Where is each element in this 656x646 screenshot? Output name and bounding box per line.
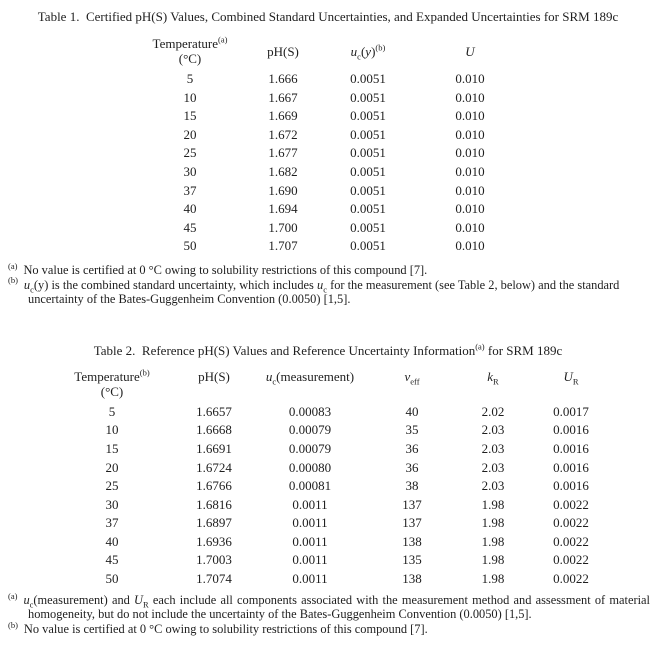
table-cell: 0.0022 xyxy=(553,533,589,549)
table-cell: 1.677 xyxy=(268,145,298,161)
table-cell: 0.0051 xyxy=(350,238,386,254)
table2-footnotes xyxy=(8,590,650,637)
table-cell: 1.669 xyxy=(268,108,298,124)
table-cell: 0.0051 xyxy=(350,126,386,142)
table-cell: 0.0016 xyxy=(553,422,589,438)
table-cell: 5 xyxy=(186,71,194,86)
table-cell: 0.010 xyxy=(455,71,485,86)
table-cell: 0.0011 xyxy=(292,552,328,568)
table-cell: 138 xyxy=(402,571,422,587)
table2-footnote-a: $^{(a)}$ $u_c(measurement)$ and $U_R$ each include all components associated with the measurement method and assessment of material homogeneity, but do not include the uncertainty of the Bates-Guggenheim Convention (0.0050) [1,5]. xyxy=(8,590,650,622)
table-cell: 0.0022 xyxy=(553,496,589,512)
temperature-footnote-marker: (b) xyxy=(139,367,150,378)
table-cell: 0.010 xyxy=(455,219,485,235)
table-cell: 1.6897 xyxy=(196,515,232,531)
footnote-b-text: No value is certified at 0 °C owing to solubility restrictions of this compound [7]. xyxy=(23,621,428,636)
table-cell: 25 xyxy=(183,145,197,161)
table-row xyxy=(133,126,523,145)
column-header-temperature xyxy=(46,369,178,403)
footnote-b-text-1: (y) is the combined standard uncertainty, which includes xyxy=(33,277,317,292)
table-cell: 2.03 xyxy=(481,459,505,475)
table-cell: 1.98 xyxy=(481,496,505,512)
table-cell: 0.00079 xyxy=(288,440,332,456)
table-cell: 0.0011 xyxy=(292,533,328,549)
table-row xyxy=(46,551,610,570)
table-cell: 10 xyxy=(105,422,119,438)
table-cell: 1.707 xyxy=(268,238,298,254)
table-cell: 0.0051 xyxy=(350,145,386,161)
temperature-footnote-marker: (a) xyxy=(218,34,228,45)
table-cell: 0.0011 xyxy=(292,515,328,531)
column-header-ph: pH(S) xyxy=(198,368,230,384)
temperature-label: Temperature$^{(a)}$ xyxy=(152,34,228,51)
title-footnote-marker: (a) xyxy=(475,341,485,352)
table2-title: Table 2. Reference pH(S) Values and Reference Uncertainty Information$^{(a)}$ for SRM 189c xyxy=(93,341,563,358)
table-cell: 20 xyxy=(105,459,119,475)
table-cell: 1.98 xyxy=(481,533,505,549)
column-header-uc: $u_c(y)^{(b)}$ xyxy=(350,42,386,62)
table-row xyxy=(46,533,610,552)
table1-body xyxy=(133,70,523,256)
table-cell: 40 xyxy=(405,403,419,419)
column-header-u: U xyxy=(465,43,475,59)
table1-footnote-a xyxy=(8,260,650,278)
table-row xyxy=(46,477,610,496)
table-cell: 0.010 xyxy=(455,108,485,124)
table-cell: 15 xyxy=(183,108,197,124)
table-cell: 1.700 xyxy=(268,219,298,235)
table-cell: 1.6816 xyxy=(196,496,232,512)
table-cell: 0.00081 xyxy=(288,478,332,494)
table-cell: 0.0016 xyxy=(553,478,589,494)
table-row xyxy=(46,459,610,478)
table-cell: 1.690 xyxy=(268,182,298,198)
footnote-a-text: No value is certified at 0 °C owing to solubility restrictions of this compound [7]. xyxy=(23,262,428,277)
table-cell: 1.6657 xyxy=(196,403,232,419)
table1-title: Table 1. Certified pH(S) Values, Combined Standard Uncertainties, and Expanded Uncertainties for SRM 189c xyxy=(37,9,619,24)
table-cell: 0.00079 xyxy=(288,422,332,438)
table-cell: 36 xyxy=(405,459,419,475)
table-cell: 0.0051 xyxy=(350,163,386,179)
table-cell: 1.7003 xyxy=(196,552,232,568)
table-cell: 0.010 xyxy=(455,182,485,198)
footnote-b-marker: (b) xyxy=(8,619,18,630)
table-cell: 0.0016 xyxy=(553,459,589,475)
table-cell: 30 xyxy=(183,163,197,179)
table-row xyxy=(133,219,523,238)
table-cell: 38 xyxy=(405,478,419,494)
table-cell: 137 xyxy=(402,496,422,512)
table-cell: 10 xyxy=(183,89,197,105)
temperature-unit: (°C) xyxy=(100,383,124,399)
table-cell: 137 xyxy=(402,515,422,531)
table-cell: 37 xyxy=(105,515,119,531)
table-cell: 25 xyxy=(105,478,119,494)
table-cell: 0.0022 xyxy=(553,552,589,568)
table-cell: 0.0051 xyxy=(350,89,386,105)
table-cell: 1.98 xyxy=(481,571,505,587)
table-cell: 15 xyxy=(105,440,119,456)
table-cell: 0.0051 xyxy=(350,201,386,217)
table-cell: 40 xyxy=(105,533,119,549)
table-cell: 5 xyxy=(108,403,116,419)
footnote-a-text-1: (measurement) and xyxy=(33,592,135,607)
column-header-ur: $U_R$ xyxy=(563,368,579,387)
table-cell: 0.010 xyxy=(455,238,485,254)
table-cell: 2.03 xyxy=(481,440,505,456)
table1-footnote-b: $^{(b)}$ $u_c(y)$ is the combined standard uncertainty, which includes $u_c$ for the measurement (see Table 2, below) and the standard uncertainty of the Bates-Guggenheim Convention (0.0050) [1,5]. xyxy=(8,275,620,307)
table-cell: 0.010 xyxy=(455,89,485,105)
table-row xyxy=(133,200,523,219)
table2-header-row xyxy=(46,369,610,403)
table-cell: 138 xyxy=(402,533,422,549)
table-cell: 0.00080 xyxy=(288,459,332,475)
table-row xyxy=(46,421,610,440)
column-header-kr: $k_R$ xyxy=(487,368,499,387)
table-row xyxy=(133,182,523,201)
table-row xyxy=(133,237,523,256)
table-row xyxy=(133,70,523,89)
table1-header-row xyxy=(133,36,523,70)
table-cell: 0.0017 xyxy=(553,403,589,419)
table-cell: 40 xyxy=(183,201,197,217)
table-cell: 135 xyxy=(402,552,422,568)
table-cell: 50 xyxy=(183,238,197,254)
column-header-temperature xyxy=(133,36,247,70)
column-header-uc-measurement: $u_c(measurement)$ xyxy=(265,368,355,387)
table-cell: 35 xyxy=(405,422,419,438)
table-cell: 0.0051 xyxy=(350,182,386,198)
table-cell: 36 xyxy=(405,440,419,456)
table-cell: 1.98 xyxy=(481,552,505,568)
table2-footnote-b xyxy=(8,619,650,637)
temperature-label: Temperature$^{(b)}$ xyxy=(74,367,150,384)
footnote-b-marker: (b) xyxy=(8,275,18,286)
table-cell: 37 xyxy=(183,182,197,198)
table-cell: 0.0022 xyxy=(553,515,589,531)
table-cell: 1.666 xyxy=(268,71,298,86)
table1-footnotes xyxy=(8,260,650,307)
table-row xyxy=(133,89,523,108)
table-cell: 0.0051 xyxy=(350,108,386,124)
table-cell: 0.00083 xyxy=(288,403,332,419)
table1-header xyxy=(133,36,523,70)
table2-body xyxy=(46,403,610,589)
table-cell: 1.6766 xyxy=(196,478,232,494)
table-cell: 1.672 xyxy=(268,126,298,142)
table-cell: 1.6691 xyxy=(196,440,232,456)
table2-header xyxy=(46,369,610,403)
table-cell: 1.6936 xyxy=(196,533,232,549)
table-cell: 0.010 xyxy=(455,126,485,142)
table-cell: 1.98 xyxy=(481,515,505,531)
table-cell: 45 xyxy=(183,219,197,235)
table2 xyxy=(46,369,610,589)
column-header-veff: $v_{eff}$ xyxy=(404,368,420,387)
table-cell: 1.7074 xyxy=(196,571,232,587)
table-cell: 45 xyxy=(105,552,119,568)
footnote-b-text-2: for the measurement (see Table 2, below) and the standard uncertainty of the Bates-Guggenheim Convention (0.0050) [1,5]. xyxy=(28,277,620,307)
table-row xyxy=(133,144,523,163)
uc-footnote-marker: (b) xyxy=(375,42,386,53)
table-cell: 0.0011 xyxy=(292,496,328,512)
table-cell: 2.02 xyxy=(481,403,505,419)
table-cell: 50 xyxy=(105,571,119,587)
table-cell: 1.6724 xyxy=(196,459,232,475)
table-cell: 0.010 xyxy=(455,201,485,217)
table-cell: 0.0022 xyxy=(553,571,589,587)
footnote-a-marker: (a) xyxy=(8,590,18,601)
table1 xyxy=(133,36,523,256)
table-cell: 1.682 xyxy=(268,163,298,179)
column-header-ph: pH(S) xyxy=(267,43,299,59)
table-cell: 2.03 xyxy=(481,478,505,494)
table-row xyxy=(133,107,523,126)
table-cell: 0.0051 xyxy=(350,71,386,86)
table-cell: 0.0051 xyxy=(350,219,386,235)
table-cell: 0.010 xyxy=(455,163,485,179)
table-cell: 1.667 xyxy=(268,89,298,105)
table-cell: 2.03 xyxy=(481,422,505,438)
table-row xyxy=(46,514,610,533)
table-cell: 0.0011 xyxy=(292,571,328,587)
table-cell: 30 xyxy=(105,496,119,512)
table-row xyxy=(46,570,610,589)
table-cell: 0.0016 xyxy=(553,440,589,456)
table-row xyxy=(46,403,610,422)
table-cell: 0.010 xyxy=(455,145,485,161)
table-cell: 1.6668 xyxy=(196,422,232,438)
table-row xyxy=(133,163,523,182)
footnote-a-text-2: each include all components associated with the measurement method and assessment of material homogeneity, but do not include the uncertainty of the Bates-Guggenheim Convention (0.0050) [1,5]. xyxy=(28,592,650,622)
table-row xyxy=(46,440,610,459)
temperature-unit: (°C) xyxy=(178,51,202,66)
table-cell: 20 xyxy=(183,126,197,142)
table-row xyxy=(46,496,610,515)
table-cell: 1.694 xyxy=(268,201,298,217)
footnote-a-marker: (a) xyxy=(8,260,18,271)
